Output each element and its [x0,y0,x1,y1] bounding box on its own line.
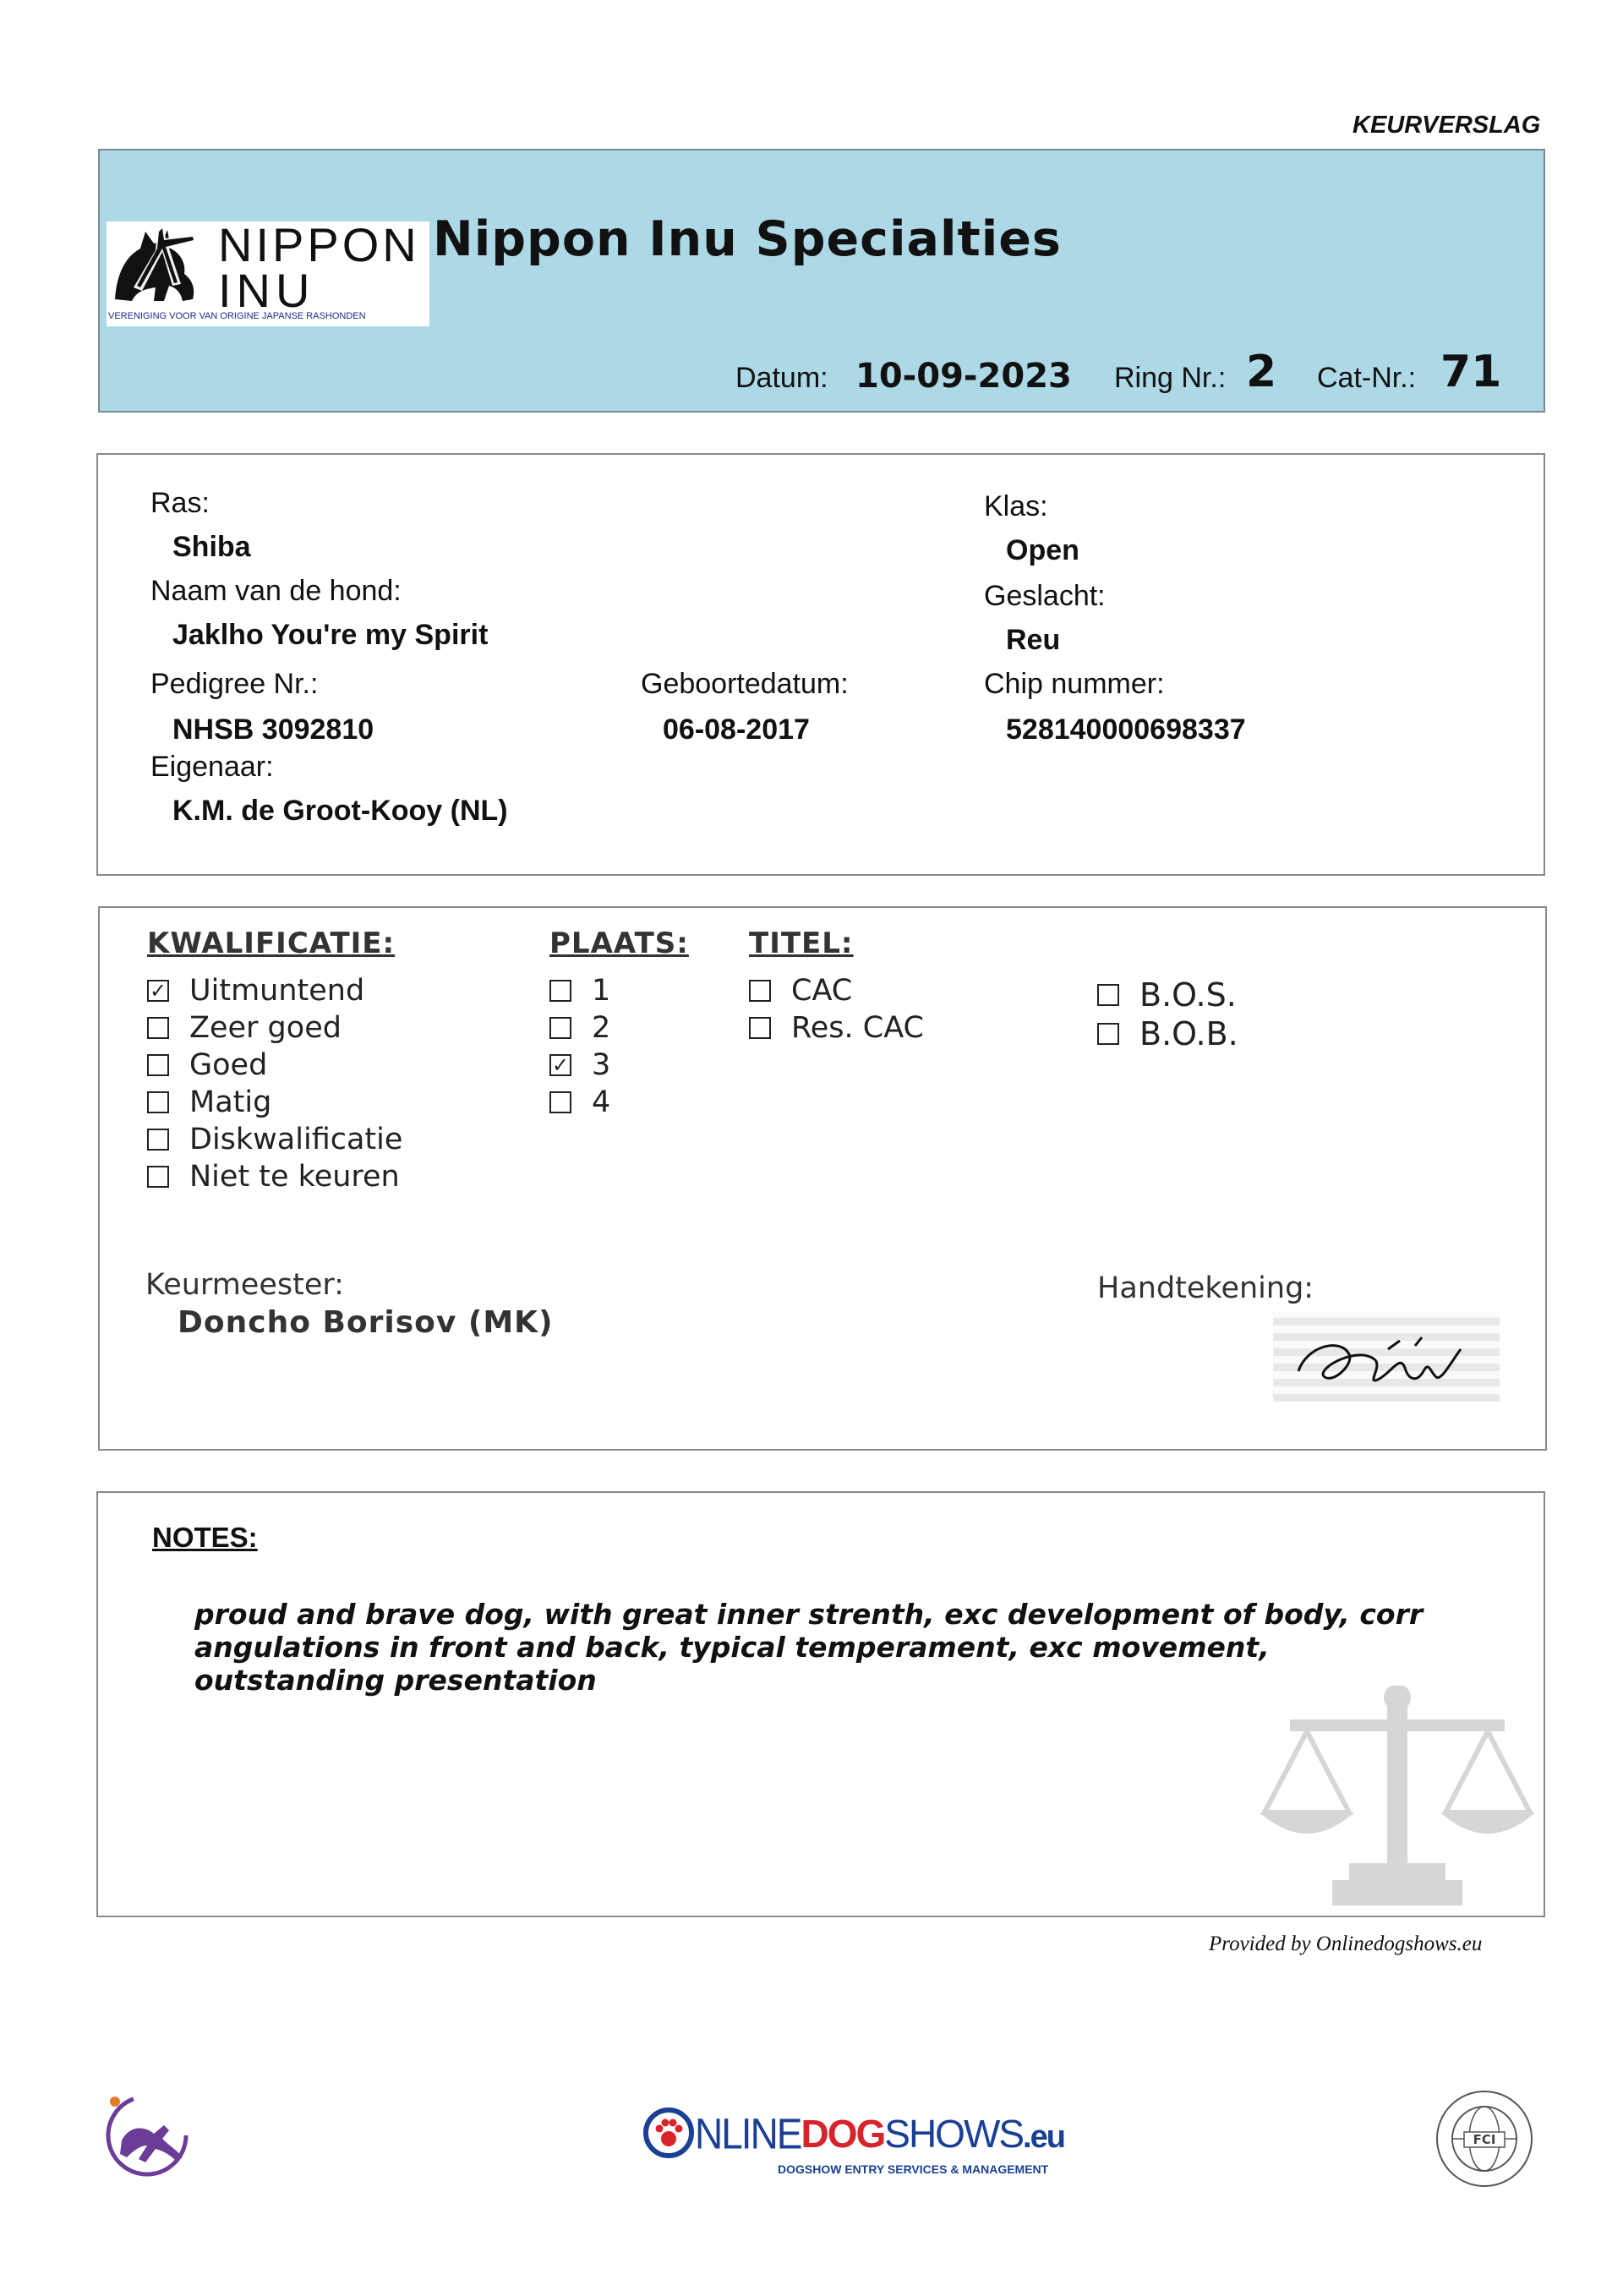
shiba-dog-icon [108,223,206,311]
pedigree-value: NHSB 3092810 [172,713,374,746]
place-option[interactable]: 4 [549,1084,610,1121]
pedigree-label: Pedigree Nr.: [150,668,319,700]
brand-tagline: DOGSHOW ENTRY SERVICES & MANAGEMENT [778,2162,1049,2176]
judge-name: Doncho Borisov (MK) [178,1305,554,1340]
breed-label: Ras: [150,487,210,519]
checkbox-icon[interactable] [1097,984,1119,1006]
place-option[interactable]: ✓ 3 [549,1047,610,1084]
ring-label: Ring Nr.: [1114,362,1227,394]
title-option[interactable]: CAC [749,972,924,1009]
qualification-option[interactable]: Matig [147,1084,402,1121]
logo-tagline: VERENIGING VOOR VAN ORIGINE JAPANSE RASHONDEN [108,311,366,321]
checkbox-icon[interactable] [147,1091,169,1113]
scales-watermark-icon [1256,1686,1538,1911]
cat-label: Cat-Nr.: [1317,362,1417,394]
award-option[interactable]: B.O.S. [1097,976,1238,1014]
class-label: Klas: [984,490,1048,522]
qualification-heading: KWALIFICATIE: [147,927,396,960]
title-heading: TITEL: [749,927,854,960]
qualification-option[interactable]: Niet te keuren [147,1158,402,1195]
agility-dog-logo-icon [101,2090,193,2181]
qualification-option[interactable]: Diskwalificatie [147,1121,402,1158]
ring-value: 2 [1246,347,1277,397]
checkbox-icon[interactable] [749,1017,771,1039]
place-list [549,972,610,1121]
date-value: 10-09-2023 [855,357,1072,396]
place-option[interactable]: 1 [549,972,610,1009]
onlinedogshows-logo [642,2107,1064,2188]
brand-wordmark: NLINEDOGSHOWS.eu [695,2109,1064,2158]
logo-word-inu: INU [218,264,315,317]
sex-label: Geslacht: [984,580,1106,612]
dog-name-label: Naam van de hond: [150,575,402,607]
show-title: Nippon Inu Specialties [433,211,1062,267]
signature-image [1273,1312,1500,1402]
title-option[interactable]: Res. CAC [749,1009,924,1047]
chip-value: 528140000698337 [1006,713,1246,746]
signature-scribble-icon [1273,1312,1500,1402]
checkbox-icon[interactable] [1097,1023,1119,1045]
checkbox-icon[interactable] [549,1017,571,1039]
checkbox-icon[interactable] [549,1091,571,1113]
checkbox-icon[interactable] [147,1166,169,1188]
award-list [1097,976,1238,1053]
birthdate-label: Geboortedatum: [641,668,849,700]
checkbox-icon[interactable] [749,980,771,1002]
chip-label: Chip nummer: [984,668,1165,700]
place-option[interactable]: 2 [549,1009,610,1047]
class-value: Open [1006,534,1079,566]
provided-by: Provided by Onlinedogshows.eu [1209,1932,1483,1955]
logo-word-nippon: NIPPON [218,218,420,271]
qualification-option[interactable]: Zeer goed [147,1009,402,1047]
award-option[interactable]: B.O.B. [1097,1014,1238,1053]
notes-heading: NOTES: [152,1522,258,1553]
checkbox-icon[interactable] [147,1054,169,1076]
checkbox-checked-icon[interactable] [147,980,169,1002]
fci-text: FCI [1473,2132,1496,2147]
cat-value: 71 [1440,347,1502,397]
place-heading: PLAATS: [549,927,689,960]
breed-value: Shiba [172,531,251,563]
fci-logo-icon [1434,2088,1535,2189]
signature-label: Handtekening: [1097,1271,1314,1305]
checkbox-checked-icon[interactable] [549,1054,571,1076]
sex-value: Reu [1006,624,1061,656]
paw-circle-icon [642,2107,695,2159]
date-label: Datum: [735,362,828,394]
document-type: KEURVERSLAG [1352,112,1541,139]
qualification-list [147,972,402,1195]
checkbox-icon[interactable] [147,1017,169,1039]
dog-name-value: Jaklho You're my Spirit [172,619,489,651]
judge-label: Keurmeester: [145,1268,344,1302]
qualification-option[interactable]: ✓ Uitmuntend [147,972,402,1009]
checkbox-icon[interactable] [147,1129,169,1151]
title-list [749,972,924,1047]
birthdate-value: 06-08-2017 [663,713,810,746]
qualification-option[interactable]: Goed [147,1047,402,1084]
checkbox-icon[interactable] [549,980,571,1002]
owner-value: K.M. de Groot-Kooy (NL) [172,795,508,827]
notes-text: proud and brave dog, with great inner strenth, exc development of body, corr angulations in front and back, typical temperament, exc movement, outstanding presentation [194,1598,1424,1697]
owner-label: Eigenaar: [150,751,274,783]
